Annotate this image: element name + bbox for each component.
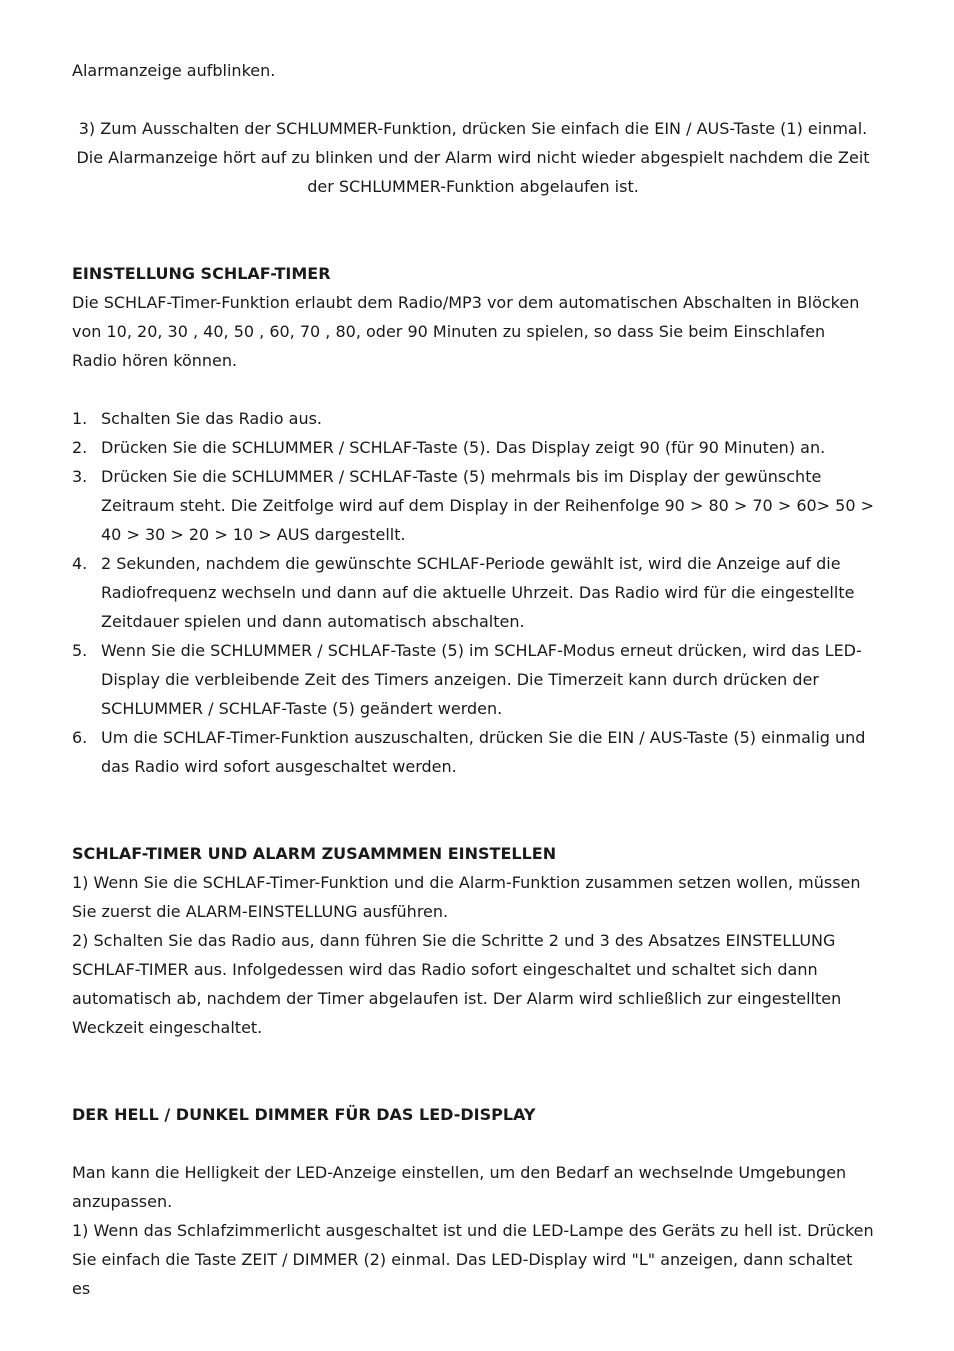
- list-item: 2. Drücken Sie die SCHLUMMER / SCHLAF-Taste (5). Das Display zeigt 90 (für 90 Minuten) an.: [72, 438, 826, 457]
- list-item: 5. Wenn Sie die SCHLUMMER / SCHLAF-Taste (5) im SCHLAF-Modus erneut drücken, wird das LED-Display die verbleibende Zeit des Timers anzeigen. Die Timerzeit kann durch drücken der SCHLUMMER / SCHLAF-Taste (5) geändert werden.: [72, 641, 862, 718]
- snooze-off-paragraph: 3) Zum Ausschalten der SCHLUMMER-Funktion, drücken Sie einfach die EIN / AUS-Taste (1) einmal. Die Alarmanzeige hört auf zu blinken und der Alarm wird nicht wieder abgespielt nachdem die Zeit der SCHLUMMER-Funktion abgelaufen ist.: [76, 119, 870, 196]
- dimmer-paragraph-1: Man kann die Helligkeit der LED-Anzeige einstellen, um den Bedarf an wechselnde Umgebungen anzupassen.: [72, 1163, 847, 1211]
- list-item: 6. Um die SCHLAF-Timer-Funktion auszuschalten, drücken Sie die EIN / AUS-Taste (5) einmalig und das Radio wird sofort ausgeschaltet werden.: [72, 728, 866, 776]
- sleep-timer-intro: Die SCHLAF-Timer-Funktion erlaubt dem Radio/MP3 vor dem automatischen Abschalten in Blöcken von 10, 20, 30 , 40, 50 , 60, 70 , 80, oder 90 Minuten zu spielen, so dass Sie beim Einschlafen Radio hören können.: [72, 293, 860, 370]
- dimmer-heading: DER HELL / DUNKEL DIMMER FÜR DAS LED-DISPLAY: [72, 1105, 536, 1124]
- combined-paragraph-1: 1) Wenn Sie die SCHLAF-Timer-Funktion und die Alarm-Funktion zusammen setzen wollen, müssen Sie zuerst die ALARM-EINSTELLUNG ausführen.: [72, 873, 861, 921]
- combined-heading: SCHLAF-TIMER UND ALARM ZUSAMMMEN EINSTELLEN: [72, 844, 557, 863]
- list-item: 1. Schalten Sie das Radio aus.: [72, 409, 323, 428]
- list-item: 3. Drücken Sie die SCHLUMMER / SCHLAF-Taste (5) mehrmals bis im Display der gewünschte Zeitraum steht. Die Zeitfolge wird auf dem Display in der Reihenfolge 90 > 80 > 70 > 60> 50 > 40 > 30 > 20 > 10 > AUS dargestellt.: [72, 467, 875, 544]
- dimmer-paragraph-2: 1) Wenn das Schlafzimmerlicht ausgeschaltet ist und die LED-Lampe des Geräts zu hell ist. Drücken Sie einfach die Taste ZEIT / DIMMER (2) einmal. Das LED-Display wird "L" anzeigen, dann schaltet es: [72, 1221, 874, 1298]
- list-item: 4. 2 Sekunden, nachdem die gewünschte SCHLAF-Periode gewählt ist, wird die Anzeige auf die Radiofrequenz wechseln und dann auf die aktuelle Uhrzeit. Das Radio wird für die eingestellte Zeitdauer spielen und dann automatisch abschalten.: [72, 554, 855, 631]
- intro-tail: Alarmanzeige aufblinken.: [72, 61, 276, 80]
- sleep-timer-heading: EINSTELLUNG SCHLAF-TIMER: [72, 264, 331, 283]
- sleep-timer-steps: [72, 404, 874, 781]
- combined-paragraph-2: 2) Schalten Sie das Radio aus, dann führen Sie die Schritte 2 und 3 des Absatzes EINSTELLUNG SCHLAF-TIMER aus. Infolgedessen wird das Radio sofort eingeschaltet und schaltet sich dann automatisch ab, nachdem der Timer abgelaufen ist. Der Alarm wird schließlich zur eingestellten Weckzeit eingeschaltet.: [72, 931, 842, 1037]
